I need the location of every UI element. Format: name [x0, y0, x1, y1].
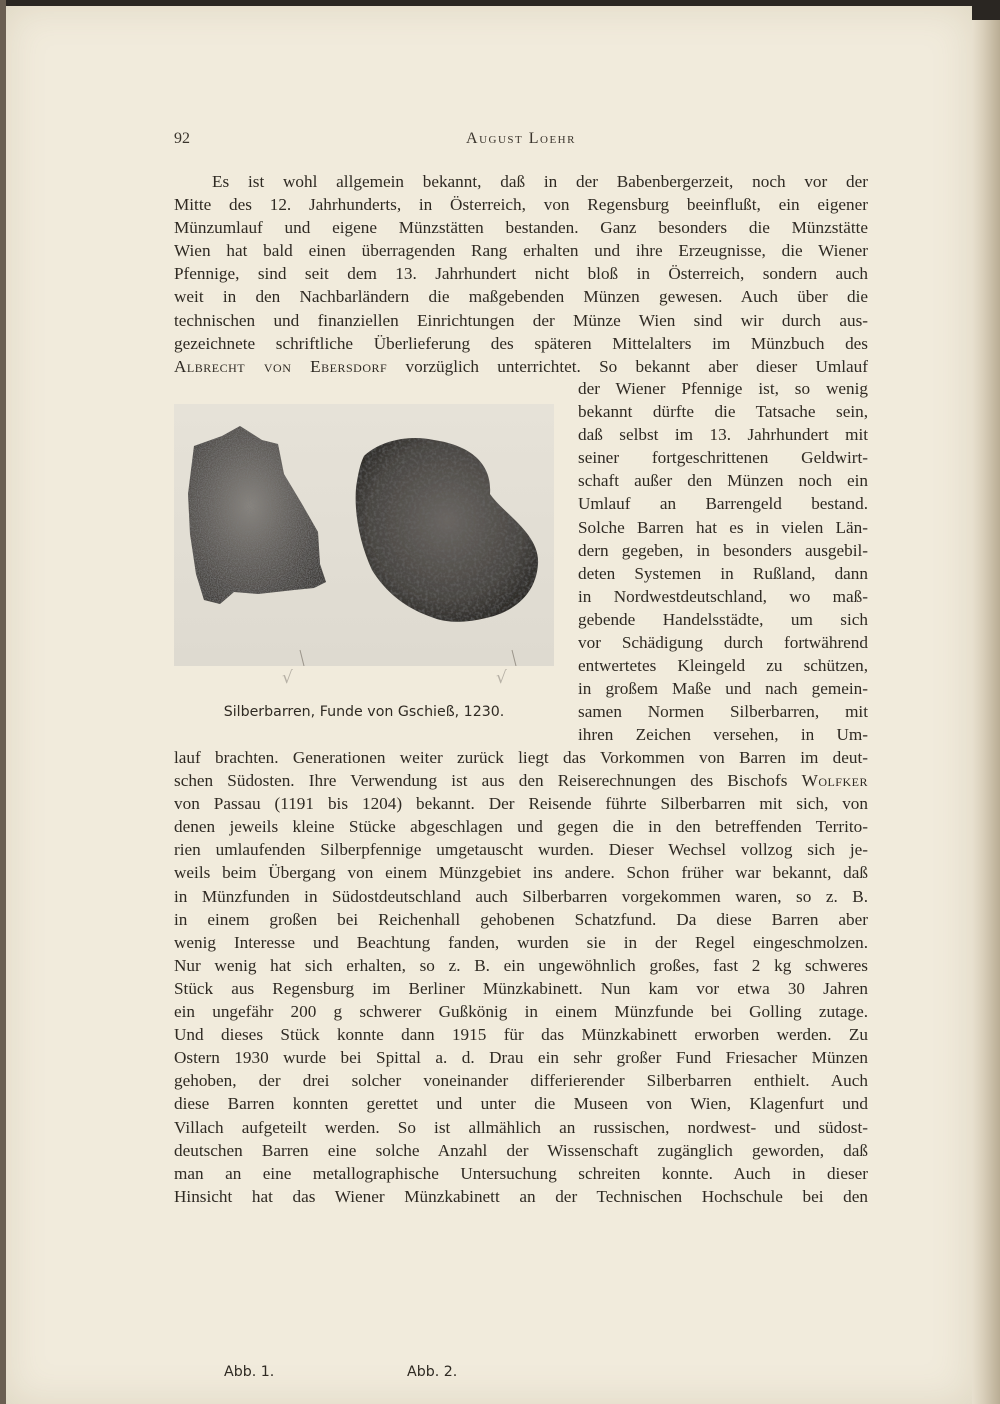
text-line: Hinsicht hat das Wiener Münzkabinett an der Technischen Hochschule bei den — [174, 1186, 868, 1206]
text-line: Ostern 1930 wurde bei Spittal a. d. Drau ein sehr großer Fund Friesacher Münzen — [174, 1048, 868, 1068]
text-line: schaft außer den Münzen noch ein — [578, 471, 868, 491]
text-line: gehoben, der drei solcher voneinander differierender Silberbarren enthielt. Auch — [174, 1071, 868, 1091]
text-fragment: vorzüglich unterrichtet. So bekannt aber dieser Umlauf — [387, 356, 868, 376]
text-line: denen jeweils kleine Stücke abgeschlagen und gegen die in den betreffenden Territo- — [174, 817, 868, 837]
text-line: rien umlaufenden Silberpfennige umgetauscht wurden. Dieser Wechsel vollzog sich je- — [174, 840, 868, 860]
text-line: gebende Handelsstädte, um sich — [578, 609, 868, 629]
figure-label-1: Abb. 1. — [224, 1364, 275, 1380]
page-number: 92 — [174, 130, 190, 147]
text-line: Es ist wohl allgemein bekannt, daß in der Babenbergerzeit, noch vor der — [212, 172, 868, 191]
figure-label-2: Abb. 2. — [407, 1364, 458, 1380]
running-head-author: August Loehr — [466, 130, 576, 147]
text-line: weit in den Nachbarländern die maßgebenden Münzen gewesen. Auch über die — [174, 287, 868, 307]
text-line: Wien hat bald einen überragenden Rang erhalten und ihre Erzeugnisse, die Wiener — [174, 241, 868, 261]
paragraph-side-column — [578, 377, 868, 747]
text-line: deutschen Barren eine solche Anzahl der Wissenschaft zugänglich geworden, daß — [174, 1140, 868, 1160]
text-line: bekannt dürfte die Tatsache sein, — [578, 402, 868, 422]
text-line: samen Normen Silberbarren, mit — [578, 702, 868, 722]
text-line: Stück aus Regensburg im Berliner Münzkabinett. Nun kam vor etwa 30 Jahren — [174, 978, 868, 998]
text-line: vor Schädigung durch fortwährend — [578, 633, 868, 653]
text-line: seiner fortgeschrittenen Geldwirt- — [578, 448, 868, 468]
person-name-albrecht: Albrecht von Ebersdorf — [174, 356, 388, 376]
text-line: der Wiener Pfennige ist, so wenig — [578, 379, 868, 398]
text-line: Villach aufgeteilt werden. So ist allmählich an russischen, nordwest- und südost- — [174, 1117, 868, 1137]
text-line: man an eine metallographische Untersuchung schreiten konnte. Auch in dieser — [174, 1163, 868, 1183]
paragraph-top — [174, 170, 868, 378]
person-name-wolfker: Wolfker — [801, 771, 868, 791]
text-line: technischen und finanziellen Einrichtungen der Münze Wien sind wir durch aus- — [174, 310, 868, 330]
page-stack-edge — [972, 20, 1000, 1404]
text-line: lauf brachten. Generationen weiter zurück liegt das Vorkommen von Barren im deut- — [174, 748, 868, 767]
text-line: weils beim Übergang von einem Münzgebiet ins andere. Schon früher war bekannt, daß — [174, 863, 868, 883]
text-line: Mitte des 12. Jahrhunderts, in Österreich, von Regensburg beeinflußt, ein eigener — [174, 195, 868, 215]
text-line: diese Barren konnten gerettet und unter die Museen von Wien, Klagenfurt und — [174, 1094, 868, 1114]
text-line-albrecht — [174, 355, 868, 378]
text-line: in einem großen bei Reichenhall gehobenen Schatzfund. Da diese Barren aber — [174, 909, 868, 929]
text-line: Und dieses Stück konnte dann 1915 für das Münzkabinett erworben werden. Zu — [174, 1025, 868, 1045]
text-line: Solche Barren hat es in vielen Län- — [578, 517, 868, 537]
text-line: von Passau (1191 bis 1204) bekannt. Der Reisende führte Silberbarren mit sich, von — [174, 794, 868, 814]
photo-illustration — [174, 404, 554, 666]
text-line: entwertetes Kleingeld zu schützen, — [578, 656, 868, 676]
text-line: Umlauf an Barrengeld bestand. — [578, 494, 868, 514]
silver-bar-1 — [188, 426, 326, 604]
text-line: in großem Maße und nach gemein- — [578, 679, 868, 699]
text-line: Nur wenig hat sich erhalten, so z. B. ein ungewöhnlich großes, fast 2 kg schweres — [174, 955, 868, 975]
text-line: Münzumlauf und eigene Münzstätten bestanden. Ganz besonders die Münzstätte — [174, 218, 868, 238]
silver-bar-2 — [356, 438, 538, 622]
figure-silver-bars-photo — [174, 404, 554, 666]
text-fragment: schen Südosten. Ihre Verwendung ist aus den Reiserechnungen des Bischofs — [174, 771, 802, 791]
text-line: wenig Interesse und Beachtung fanden, wurden sie in der Regel eingeschmolzen. — [174, 932, 868, 952]
text-line: deten Systemen in Rußland, dann — [578, 563, 868, 583]
running-head — [174, 130, 868, 152]
figure-caption: Silberbarren, Funde von Gschieß, 1230. — [223, 704, 505, 720]
text-line: Pfennige, sind seit dem 13. Jahrhundert nicht bloß in Österreich, sondern auch — [174, 264, 868, 284]
text-line: dern gegeben, in besonders ausgebil- — [578, 540, 868, 560]
paragraph-bottom — [174, 746, 868, 1208]
text-line-wolfker — [174, 769, 868, 792]
pencil-check-mark-2: √ — [496, 668, 507, 688]
text-line: ihren Zeichen versehen, in Um- — [578, 725, 868, 745]
text-line: in Nordwestdeutschland, wo maß- — [578, 586, 868, 606]
text-line: ein ungefähr 200 g schwerer Gußkönig in einem Münzfunde bei Golling zutage. — [174, 1002, 868, 1022]
pencil-check-mark-1: √ — [282, 668, 293, 688]
text-line: gezeichnete schriftliche Überlieferung des späteren Mittelalters im Münzbuch des — [174, 333, 868, 353]
text-line: daß selbst im 13. Jahrhundert mit — [578, 425, 868, 445]
text-line: in Münzfunden in Südostdeutschland auch Silberbarren vorgekommen waren, so z. B. — [174, 886, 868, 906]
